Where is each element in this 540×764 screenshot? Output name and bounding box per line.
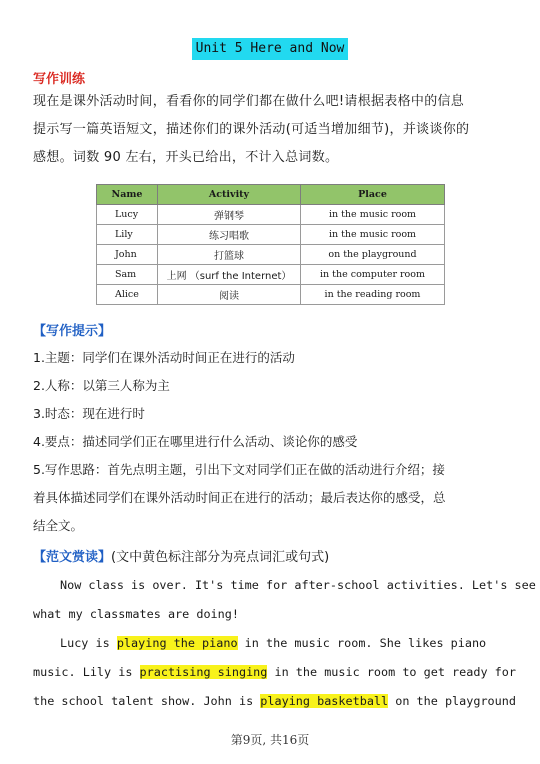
sample-essay (33, 571, 536, 716)
activity-table (96, 184, 445, 305)
cell-name: John (97, 245, 158, 265)
cell-activity: 弹钢琴 (158, 205, 301, 225)
table-row (97, 265, 445, 285)
highlight-phrase: practising singing (139, 665, 268, 679)
tip-item: 1.主题：同学们在课外活动时间正在进行的活动 (33, 350, 295, 365)
cell-name: Sam (97, 265, 158, 285)
essay-line: Now class is over. It's time for after-school activities. Let's see (60, 578, 536, 592)
title-container (0, 37, 540, 60)
tips-list (33, 344, 511, 540)
essay-line: what my classmates are doing! (33, 607, 239, 621)
sample-note: (文中黄色标注部分为亮点词汇或句式) (111, 550, 330, 565)
page-title: Unit 5 Here and Now (192, 38, 349, 60)
tip-item: 3.时态：现在进行时 (33, 406, 145, 421)
header-activity: Activity (158, 185, 301, 205)
intro-line: 感想。词数 90 左右，开头已给出，不计入总词数。 (33, 150, 339, 165)
intro-line: 提示写一篇英语短文，描述你们的课外活动(可适当增加细节)，并谈谈你的 (33, 122, 470, 137)
header-place: Place (301, 185, 445, 205)
essay-line (33, 629, 511, 658)
cell-place: on the playground (301, 245, 445, 265)
cell-activity: 阅读 (158, 285, 301, 305)
table-header-row (97, 185, 445, 205)
cell-place: in the music room (301, 205, 445, 225)
highlight-phrase: playing the piano (116, 636, 238, 650)
cell-activity: 上网 （surf the Internet） (158, 265, 301, 285)
sample-heading: 【范文赏读】 (33, 550, 112, 565)
essay-text: music. Lily is (33, 665, 140, 679)
table-row (97, 205, 445, 225)
cell-name: Lucy (97, 205, 158, 225)
cell-name: Alice (97, 285, 158, 305)
table-row (97, 245, 445, 265)
section-heading-writing: 写作训练 (33, 72, 86, 87)
tip-item: 5.写作思路：首先点明主题，引出下文对同学们正在做的活动进行介绍；接 (33, 462, 445, 477)
cell-name: Lily (97, 225, 158, 245)
intro-paragraph (33, 88, 511, 172)
cell-place: in the music room (301, 225, 445, 245)
tip-item: 2.人称：以第三人称为主 (33, 378, 170, 393)
tip-item: 着具体描述同学们在课外活动时间正在进行的活动；最后表达你的感受，总 (33, 490, 446, 505)
essay-text: Lucy is (60, 636, 117, 650)
essay-line (33, 687, 516, 716)
cell-activity: 练习唱歌 (158, 225, 301, 245)
cell-place: in the computer room (301, 265, 445, 285)
intro-line: 现在是课外活动时间，看看你的同学们都在做什么吧!请根据表格中的信息 (33, 94, 465, 109)
essay-text: in the music room. She likes piano (237, 636, 487, 650)
essay-text: on the playground (388, 694, 516, 708)
essay-text: in the music room to get ready for (267, 665, 516, 679)
page-footer: 第9页, 共16页 (230, 733, 310, 747)
table-row (97, 225, 445, 245)
table-row (97, 285, 445, 305)
sample-heading-line (33, 546, 329, 565)
essay-line (33, 658, 516, 687)
cell-activity: 打篮球 (158, 245, 301, 265)
cell-place: in the reading room (301, 285, 445, 305)
tips-heading: 【写作提示】 (33, 324, 112, 339)
essay-text: the school talent show. John is (33, 694, 261, 708)
tip-item: 结全文。 (33, 518, 84, 533)
highlight-phrase: playing basketball (260, 694, 389, 708)
tip-item: 4.要点：描述同学们正在哪里进行什么活动、谈论你的感受 (33, 434, 358, 449)
header-name: Name (97, 185, 158, 205)
